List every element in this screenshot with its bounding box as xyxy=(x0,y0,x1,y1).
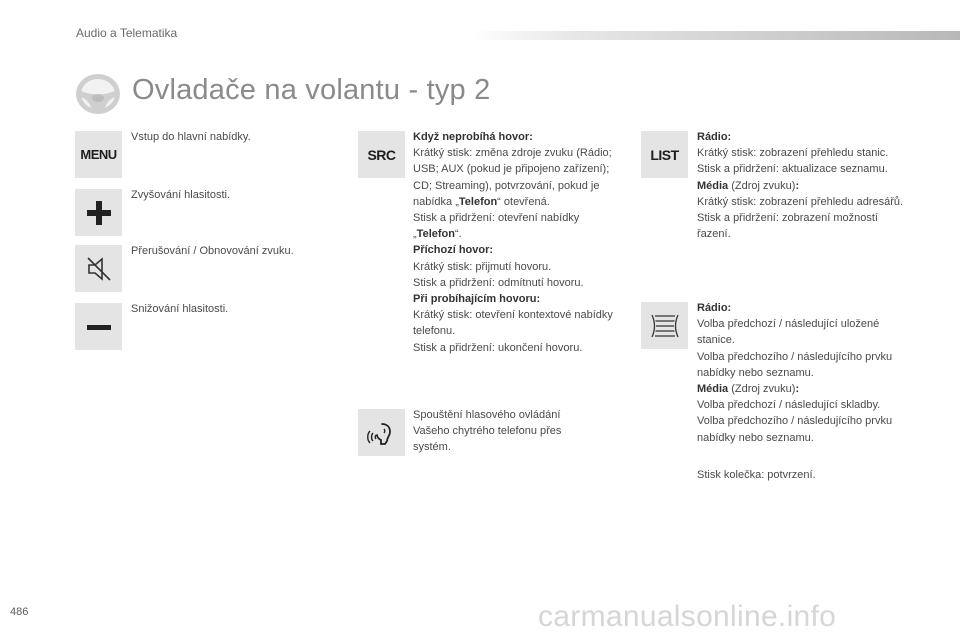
src-heading-in-call: Při probíhajícím hovoru: xyxy=(413,293,541,306)
scroll-media-track: Volba předchozí / následující skladby. xyxy=(697,399,881,412)
src-short-press: Krátký stisk: změna zdroje zvuku (Rádio; USB; AUX (pokud je připojeno zařízení); CD; Streaming), potvrzování, pokud je nabídka „Telefon“ otevřená. xyxy=(413,147,612,208)
voice-command-icon xyxy=(358,409,405,456)
src-incoming-long: Stisk a přidržení: odmítnutí hovoru. xyxy=(413,276,584,289)
section-label: Audio a Telematika xyxy=(76,26,178,40)
list-media-short: Krátký stisk: zobrazení přehledu adresářů. xyxy=(697,195,904,208)
scroll-heading-media: Média (Zdroj zvuku): xyxy=(697,383,800,396)
scroll-heading-radio: Rádio: xyxy=(697,302,732,314)
src-heading-incoming: Příchozí hovor: xyxy=(413,244,494,257)
scroll-press-description: Stisk kolečka: potvrzení. xyxy=(697,469,816,481)
list-heading-media: Média (Zdroj zvuku): xyxy=(697,179,800,192)
list-button-label: LIST xyxy=(650,146,679,163)
scroll-radio-menu: Volba předchozího / následujícího prvku nabídky nebo seznamu. xyxy=(697,350,893,379)
list-description xyxy=(697,129,912,242)
page-title: Ovladače na volantu - typ 2 xyxy=(132,74,491,106)
volume-up-description: Zvyšování hlasitosti. xyxy=(131,189,231,201)
scroll-radio-station: Volba předchozí / následující uložené stanice. xyxy=(697,318,880,347)
voice-description: Spouštění hlasového ovládání Vašeho chytrého telefonu přes systém. xyxy=(413,409,562,454)
src-long-press: Stisk a přidržení: otevření nabídky „Telefon“. xyxy=(413,212,580,241)
steering-wheel-icon xyxy=(74,72,122,116)
page-number: 486 xyxy=(10,606,29,618)
list-media-long: Stisk a přidržení: zobrazení možností řazení. xyxy=(697,212,878,241)
list-radio-short: Krátký stisk: zobrazení přehledu stanic. xyxy=(697,147,889,160)
src-button-label: SRC xyxy=(367,146,396,163)
list-heading-radio: Rádio: xyxy=(697,131,732,143)
src-in-call-short: Krátký stisk: otevření kontextové nabídky telefonu. xyxy=(413,309,613,338)
mute-description: Přerušování / Obnovování zvuku. xyxy=(131,245,294,257)
list-radio-long: Stisk a přidržení: aktualizace seznamu. xyxy=(697,163,888,176)
src-incoming-short: Krátký stisk: přijmutí hovoru. xyxy=(413,260,552,273)
volume-down-description: Snižování hlasitosti. xyxy=(131,303,229,315)
minus-icon xyxy=(75,303,122,350)
menu-button-label: MENU xyxy=(80,147,117,162)
header-bar xyxy=(470,31,960,40)
src-heading-no-call: Když neprobíhá hovor: xyxy=(413,131,533,143)
menu-description: Vstup do hlavní nabídky. xyxy=(131,131,251,143)
plus-icon xyxy=(75,189,122,236)
scroll-wheel-icon xyxy=(641,302,688,349)
scroll-media-menu: Volba předchozího / následujícího prvku nabídky nebo seznamu. xyxy=(697,415,893,444)
src-description xyxy=(413,129,628,356)
mute-icon xyxy=(75,245,122,292)
scroll-description xyxy=(697,300,912,446)
menu-button-icon xyxy=(75,131,122,178)
src-in-call-long: Stisk a přidržení: ukončení hovoru. xyxy=(413,341,583,354)
src-button-icon xyxy=(358,131,405,178)
watermark: carmanualsonline.info xyxy=(538,600,837,633)
list-button-icon xyxy=(641,131,688,178)
